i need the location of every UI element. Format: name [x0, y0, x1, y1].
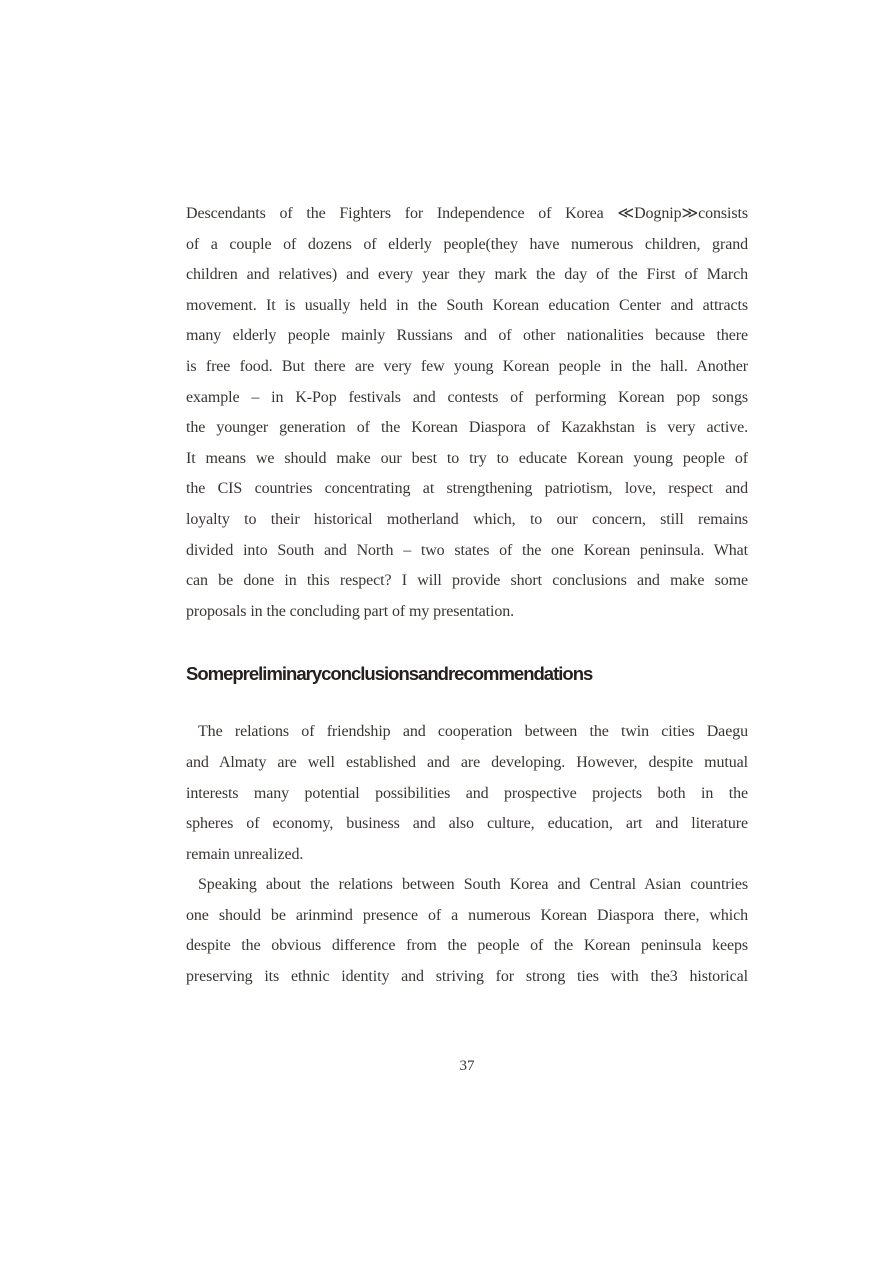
text-line: of a couple of dozens of elderly people(they have numerous children, grand: [186, 235, 748, 253]
text-line: the CIS countries concentrating at strengthening patriotism, love, respect and: [186, 480, 748, 498]
text-line: children and relatives) and every year they mark the day of the First of March: [186, 266, 748, 284]
text-line: spheres of economy, business and also culture, education, art and literature: [186, 815, 748, 833]
text-line: Descendants of the Fighters for Independence of Korea ≪Dognip≫consists: [186, 205, 748, 222]
paragraph-1: [186, 199, 748, 627]
text-block: [186, 199, 748, 993]
paragraph-2: [186, 717, 748, 870]
text-line: many elderly people mainly Russians and of other nationalities because there: [186, 327, 748, 345]
text-line: can be done in this respect? I will provide short conclusions and make some: [186, 572, 748, 590]
text-line: interests many potential possibilities and prospective projects both in the: [186, 784, 748, 802]
text-line: It means we should make our best to try to educate Korean young people of: [186, 449, 748, 467]
text-line: the younger generation of the Korean Diaspora of Kazakhstan is very active.: [186, 419, 748, 437]
text-line: example – in K-Pop festivals and contests of performing Korean pop songs: [186, 388, 748, 406]
text-line: despite the obvious difference from the people of the Korean peninsula keeps: [186, 937, 748, 955]
text-line: proposals in the concluding part of my presentation.: [186, 602, 515, 620]
text-line: and Almaty are well established and are developing. However, despite mutual: [186, 753, 748, 771]
text-line: is free food. But there are very few young Korean people in the hall. Another: [186, 357, 748, 375]
text-line: movement. It is usually held in the South Korean education Center and attracts: [186, 296, 748, 314]
text-line: remain unrealized.: [186, 845, 304, 863]
text-line: divided into South and North – two states of the one Korean peninsula. What: [186, 541, 748, 559]
text-line: loyalty to their historical motherland which, to our concern, still remains: [186, 510, 748, 528]
text-line: The relations of friendship and cooperation between the twin cities Daegu: [198, 723, 748, 741]
text-line: one should be arinmind presence of a numerous Korean Diaspora there, which: [186, 906, 748, 924]
paragraph-3: [186, 870, 748, 992]
section-heading: Somepreliminaryconclusionsandrecommendations: [186, 663, 593, 685]
text-line: preserving its ethnic identity and striving for strong ties with the3 historical: [186, 968, 748, 986]
page-number: 37: [459, 1058, 475, 1074]
text-line: Speaking about the relations between South Korea and Central Asian countries: [198, 876, 748, 894]
